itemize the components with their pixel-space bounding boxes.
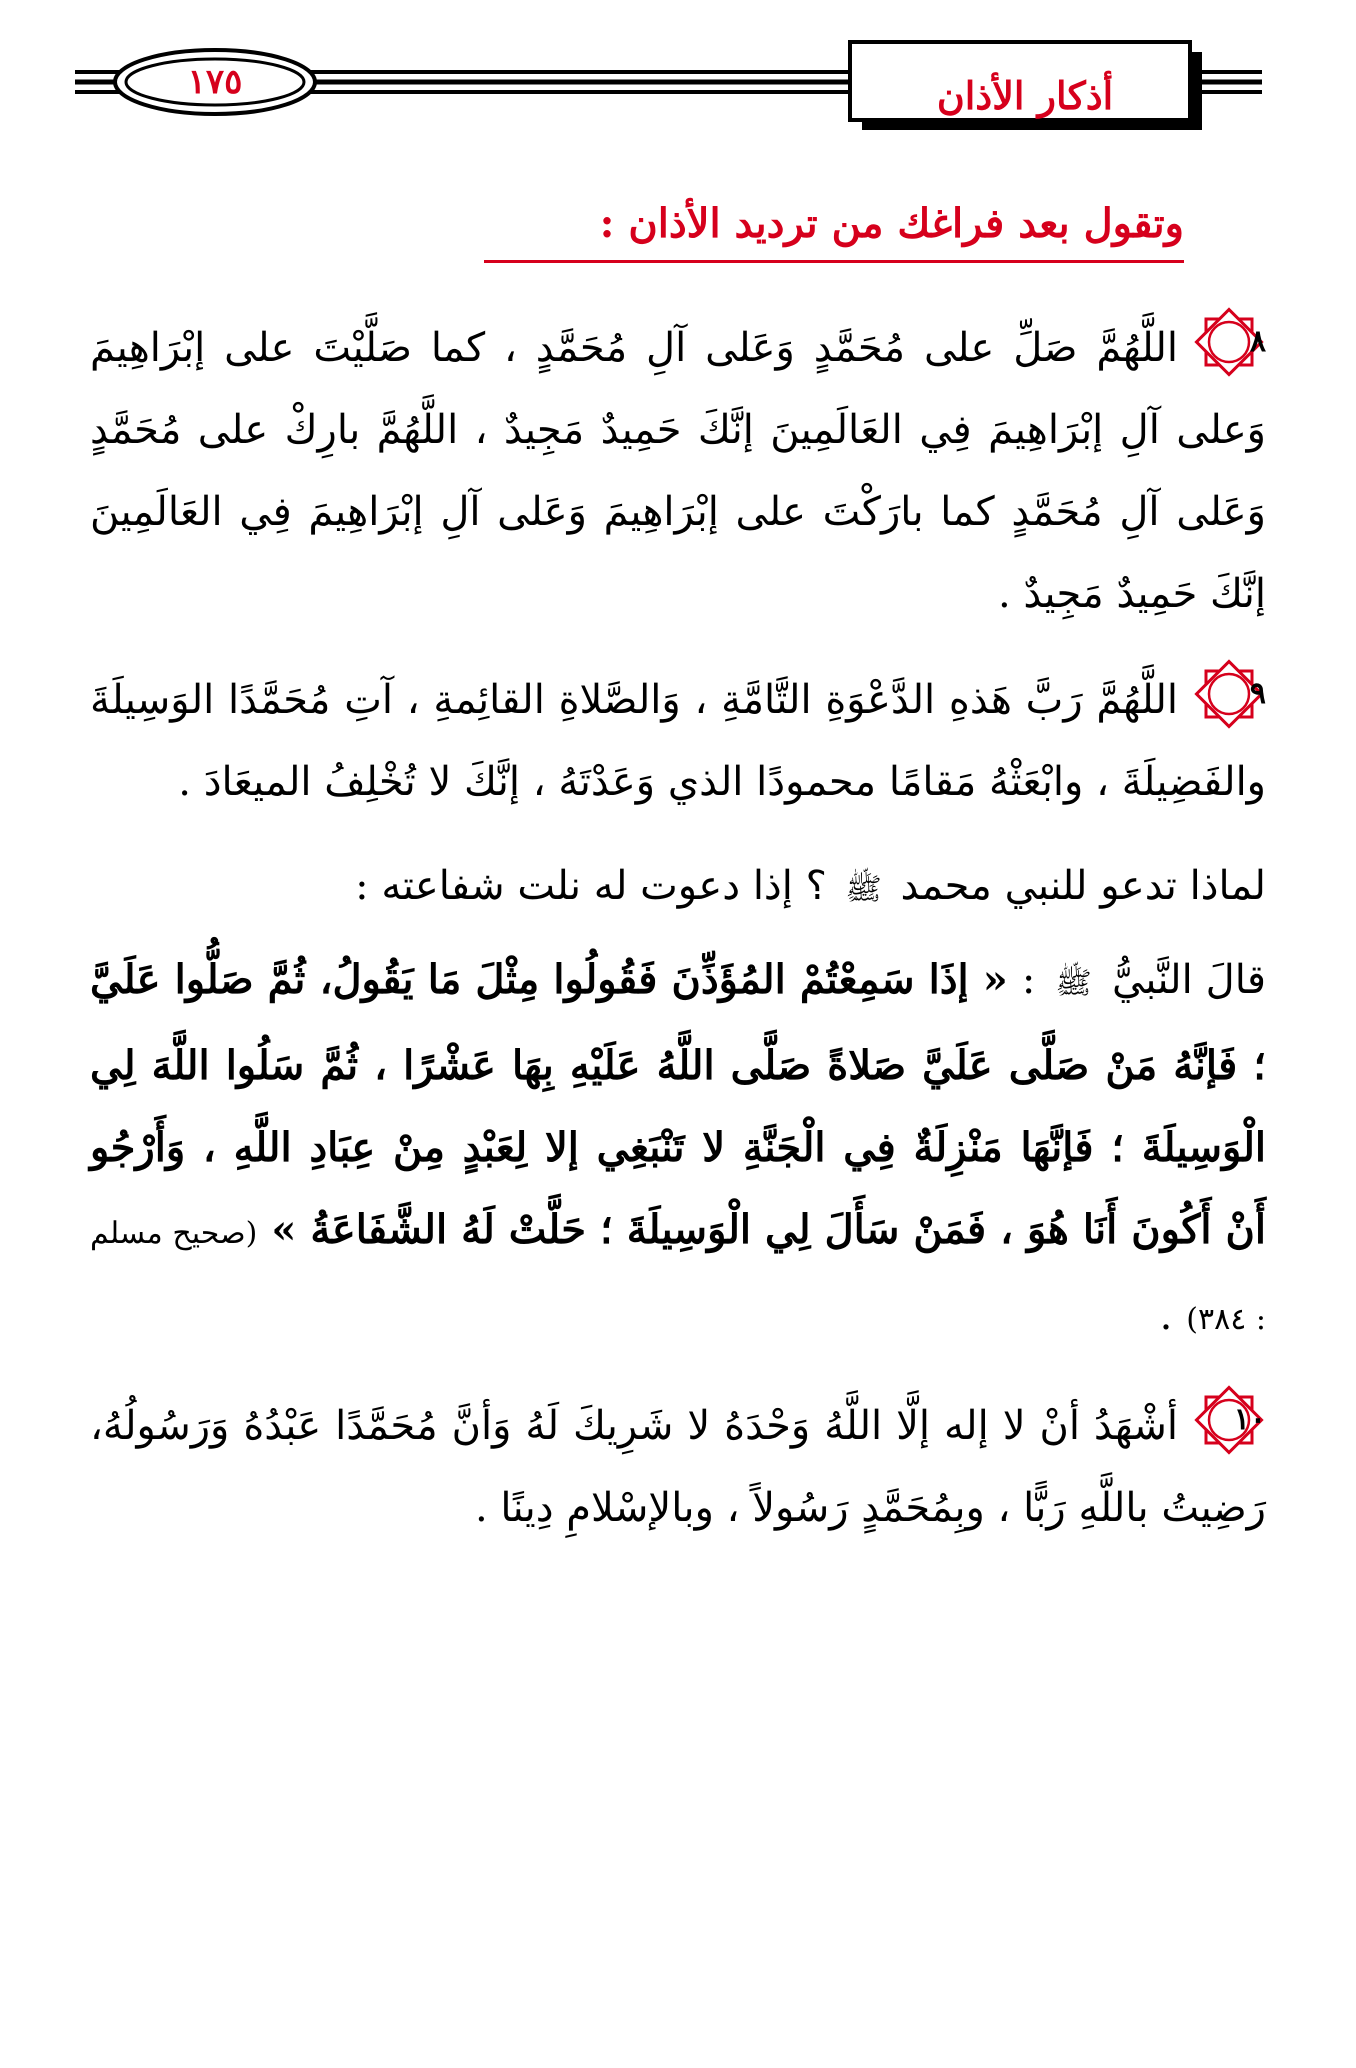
dhikr-text: اللَّهُمَّ رَبَّ هَذهِ الدَّعْوَةِ التَّامَّةِ ، وَالصَّلاةِ القائِمةِ ، آتِ مُحَمَّدًا الوَسِيلَةَ والفَضِيلَةَ ، وابْعَثْهُ مَقامًا محمودًا الذي وَعَدْتَهُ ، إنَّكَ لا تُخْلِفُ الميعَادَ . bbox=[90, 677, 1266, 805]
question-before: لماذا تدعو للنبي محمد bbox=[900, 863, 1266, 909]
section-heading: وتقول بعد فراغك من ترديد الأذان : bbox=[484, 192, 1184, 263]
dhikr-text: أشْهَدُ أنْ لا إله إلَّا اللَّهُ وَحْدَهُ لا شَرِيكَ لَهُ وَأنَّ مُحَمَّدًا عَبْدُهُ وَرَسُولُهُ، رَضِيتُ باللَّهِ رَبًّا ، وبِمُحَمَّدٍ رَسُولاً ، وبالإسْلامِ دِينًا . bbox=[90, 1403, 1266, 1531]
dhikr-number: ٩ bbox=[1249, 676, 1267, 711]
hadith-paragraph bbox=[90, 939, 1266, 1361]
page-content bbox=[90, 305, 1266, 1571]
dhikr-text: اللَّهُمَّ صَلِّ على مُحَمَّدٍ وَعَلى آلِ مُحَمَّدٍ ، كما صَلَّيْتَ على إبْرَاهِيمَ وَعلى آلِ إبْرَاهِيمَ فِي العَالَمِينَ إنَّكَ حَمِيدٌ مَجِيدٌ ، اللَّهُمَّ بارِكْ على مُحَمَّدٍ وَعَلى آلِ مُحَمَّدٍ كما بارَكْتَ على إبْرَاهِيمَ وَعَلى آلِ إبْرَاهِيمَ فِي العَالَمِينَ إنَّكَ حَمِيدٌ مَجِيدٌ . bbox=[90, 325, 1266, 617]
salawat-ligature-icon: ﷺ bbox=[845, 872, 882, 907]
hadith-citation: (صحيح مسلم : ٣٨٤) bbox=[90, 1216, 1266, 1337]
dhikr-8 bbox=[90, 305, 1266, 635]
octagram-number-badge bbox=[1192, 305, 1266, 379]
octagram-number-badge bbox=[1192, 657, 1266, 731]
hadith-colon: : bbox=[1021, 957, 1036, 1003]
hadith-intro: قالَ النَّبيُّ bbox=[1111, 957, 1267, 1003]
hadith-end: . bbox=[1159, 1293, 1173, 1339]
salawat-ligature-icon: ﷺ bbox=[1055, 966, 1092, 1001]
page-header bbox=[0, 0, 1356, 140]
octagram-number-badge bbox=[1192, 1383, 1266, 1457]
running-title: أذكار الأذان bbox=[936, 73, 1114, 118]
dhikr-number: ١٠ bbox=[1233, 1402, 1266, 1437]
hadith-text: « إذَا سَمِعْتُمْ المُؤَذِّنَ فَقُولُوا مِثْلَ مَا يَقُولُ، ثُمَّ صَلُّوا عَلَيَّ ؛ فَإنَّهُ مَنْ صَلَّى عَلَيَّ صَلاةً صَلَّى اللَّهُ عَلَيْهِ بِهَا عَشْرًا ، ثُمَّ سَلُوا اللَّهَ لِي الْوَسِيلَةَ ؛ فَإنَّهَا مَنْزِلَةٌ فِي الْجَنَّةِ لا تَنْبَغِي إلا لِعَبْدٍ مِنْ عِبَادِ اللَّهِ ، وَأَرْجُو أَنْ أَكُونَ أَنَا هُوَ ، فَمَنْ سَأَلَ لِي الْوَسِيلَةَ ؛ حَلَّتْ لَهُ الشَّفَاعَةُ » bbox=[90, 956, 1267, 1253]
question-line bbox=[90, 845, 1266, 931]
dhikr-number: ٨ bbox=[1249, 324, 1266, 359]
dhikr-9 bbox=[90, 657, 1266, 823]
page-number: ١٧٥ bbox=[187, 62, 243, 102]
question-after: ؟ إذا دعوت له نلت شفاعته : bbox=[355, 863, 827, 909]
dhikr-10 bbox=[90, 1383, 1266, 1549]
